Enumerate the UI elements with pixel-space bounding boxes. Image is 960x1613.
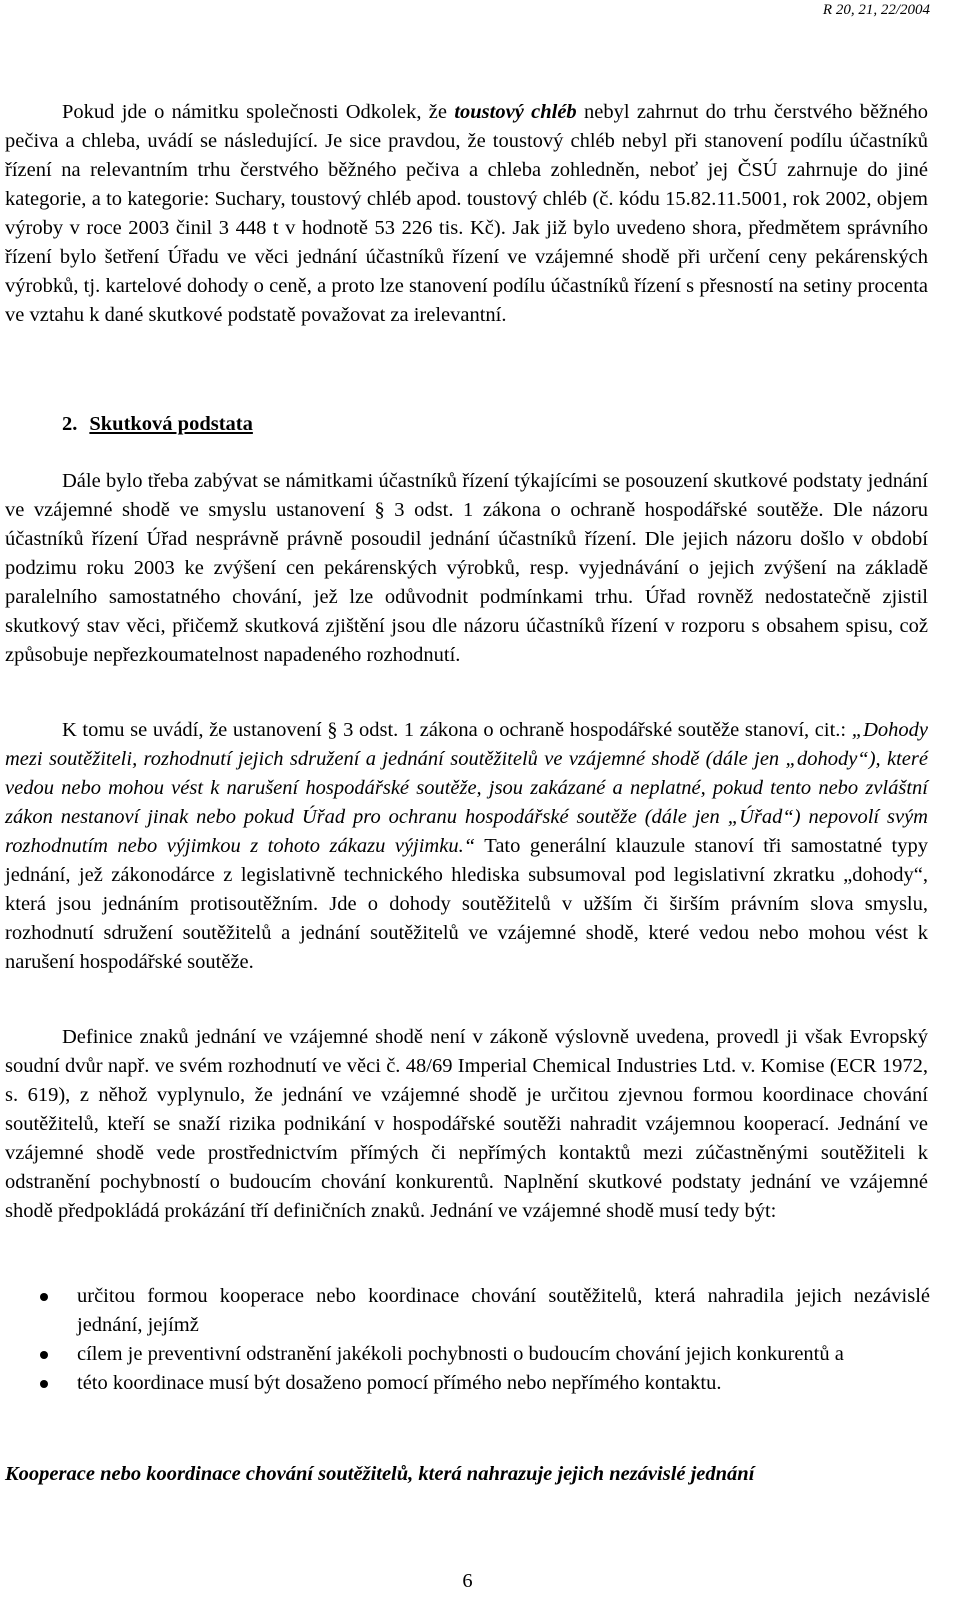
paragraph-provision-before: K tomu se uvádí, že ustanovení § 3 odst. 1 zákona o ochraně hospodářské soutěže stanoví, cit.:: [62, 719, 852, 741]
paragraph-odkolek-objection: [5, 98, 928, 330]
bullet-icon: [40, 1380, 48, 1388]
section-title: Skutková podstata: [89, 413, 253, 435]
subheading-cooperation: Kooperace nebo koordinace chování soutěžitelů, která nahrazuje jejich nezávislé jednání: [5, 1463, 755, 1485]
list-item: [0, 1340, 930, 1369]
paragraph-odkolek-emphasis: toustový chléb: [454, 101, 577, 123]
bullet-icon: [40, 1351, 48, 1359]
section-number: 2.: [62, 413, 78, 435]
bullet-list-conditions: [0, 1282, 930, 1398]
paragraph-provision-after: Tato generální klauzule stanoví tři samostatné typy jednání, jež zákonodárce z legislativně technického hlediska subsumoval pod legislativní zkratku „dohody“, která jsou jednáním protisoutěžním. Jde o dohody soutěžitelů v užším či širším právním slova smyslu, rozhodnutí sdružení soutěžitelů a jednání soutěžitelů ve vzájemné shodě, které vedou nebo mohou vést k narušení hospodářské soutěže.: [5, 835, 928, 973]
paragraph-odkolek-after: nebyl zahrnut do trhu čerstvého běžného pečiva a chleba, uvádí se následující. Je sice pravdou, že toustový chléb nebyl při stanovení podílu účastníků řízení na relevantním trhu čerstvého běžného pečiva a chleba zohledněn, neboť jej ČSÚ zahrnuje do jiné kategorie, a to kategorie: Suchary, toustový chléb apod. toustový chléb (č. kódu 15.82.11.5001, rok 2002, objem výroby v roce 2003 činil 3 448 t v hodnotě 53 226 tis. Kč). Jak již bylo uvedeno shora, předmětem správního řízení bylo šetření Úřadu ve věci jednání účastníků řízení ve vzájemné shodě při určení ceny pekárenských výrobků, tj. kartelové dohody o ceně, a proto lze stanovení podílu účastníků řízení s přesností na setiny procenta ve vztahu k dané skutkové podstatě považovat za irelevantní.: [5, 101, 929, 326]
list-item-text: cílem je preventivní odstranění jakékoli pochybnosti o budoucím chování jejich konkurentů a: [77, 1343, 844, 1365]
list-item: [0, 1282, 930, 1340]
paragraph-definition-concerted: Definice znaků jednání ve vzájemné shodě není v zákoně výslovně uvedena, provedl ji však Evropský soudní dvůr např. ve svém rozhodnutí ve věci č. 48/69 Imperial Chemical Industries Ltd. v. Komise (ECR 1972, s. 619), z něhož vyplynulo, že jednání ve vzájemné shodě je určitou zjevnou formou koordinace chování soutěžitelů, kteří se snaží rizika podnikání v hospodářské soutěži nahradit vzájemnou kooperací. Jednání ve vzájemné shodě vede prostřednictvím přímých či nepřímých kontaktů mezi zúčastněnými soutěžiteli k odstranění pochybností o budoucím chování konkurentů. Naplnění skutkové podstaty jednání ve vzájemné shodě předpokládá prokázání tří definičních znaků. Jednání ve vzájemné shodě musí tedy být:: [5, 1026, 928, 1222]
bullet-icon: [40, 1293, 48, 1301]
list-item: [0, 1369, 930, 1398]
page-number: 6: [462, 1570, 473, 1592]
section-heading: [62, 410, 253, 439]
paragraph-provision-quote: „Dohody mezi soutěžiteli, rozhodnutí jejich sdružení a jednání soutěžitelů ve vzájemné shodě (dále jen „dohody“), které vedou nebo mohou vést k narušení hospodářské soutěže, jsou zakázané a neplatné, pokud tento nebo zvláštní zákon nestanoví jinak nebo pokud Úřad pro ochranu hospodářské soutěže (dále jen „Úřad“) nepovolí svým rozhodnutím nebo výjimkou z tohoto zákazu výjimku.“: [5, 719, 928, 857]
running-header-reference: R 20, 21, 22/2004: [822, 2, 930, 18]
list-item-text: určitou formou kooperace nebo koordinace chování soutěžitelů, která nahradila jejich nezávislé jednání, jejímž: [77, 1285, 930, 1336]
paragraph-legal-provision: [5, 716, 928, 977]
paragraph-objections-factual: Dále bylo třeba zabývat se námitkami účastníků řízení týkajícími se posouzení skutkové podstaty jednání ve vzájemné shodě ve smyslu ustanovení § 3 odst. 1 zákona o ochraně hospodářské soutěže. Dle názoru účastníků řízení Úřad nesprávně právně posoudil jednání účastníků řízení. Dle jejich názoru došlo v období podzimu roku 2003 ke zvýšení cen pekárenských výrobků, resp. vyjednávání o jejich zvýšení na základě paralelního samostatného chování, jež lze odůvodnit podmínkami trhu. Úřad rovněž nedostatečně zjistil skutkový stav věci, přičemž skutková zjištění jsou dle názoru účastníků řízení v rozporu s obsahem spisu, což způsobuje nepřezkoumatelnost napadeného rozhodnutí.: [5, 470, 928, 666]
paragraph-odkolek-before: Pokud jde o námitku společnosti Odkolek, že: [62, 101, 455, 123]
list-item-text: této koordinace musí být dosaženo pomocí přímého nebo nepřímého kontaktu.: [77, 1372, 722, 1394]
